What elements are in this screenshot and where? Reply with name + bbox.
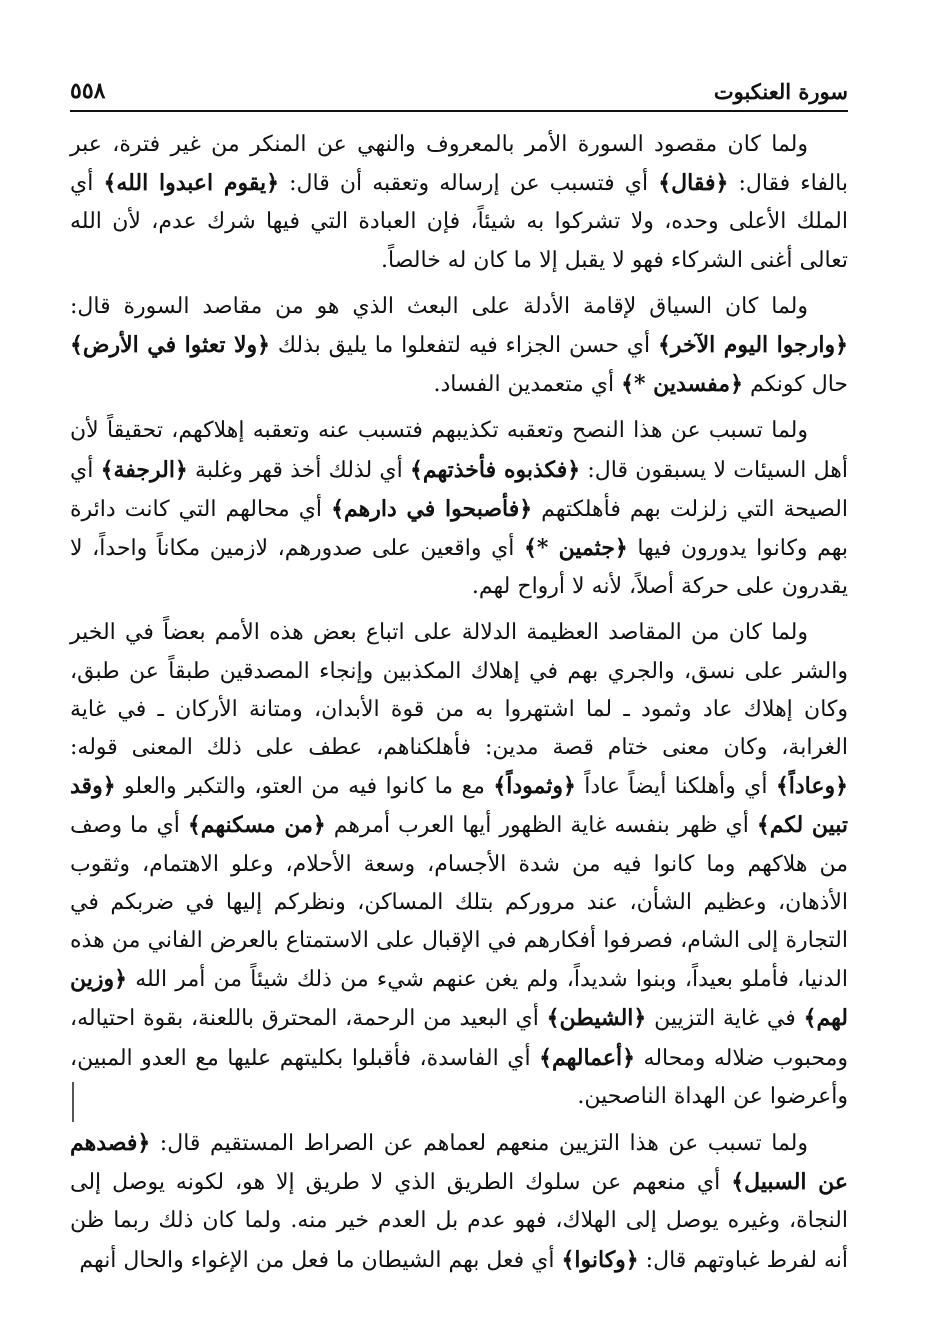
paragraph-text: أي الصيحة التي زلزلت بهم فأهلكتهم [70,457,848,522]
paragraph-text: حال كونكم [742,372,848,398]
quran-quote: ﴿وقد تبين لكم﴾ [70,773,848,839]
header-divider [70,110,848,112]
quran-quote: ﴿الرجفة﴾ [100,456,188,483]
body-text [70,126,848,1280]
quran-quote: ﴿ولا تعثوا في الأرض﴾ [70,332,271,359]
paragraph-text: أي ما وصف من هلاكهم وما كانوا فيه من شدة الأجسام، وسعة الأحلام، وعلو الاهتمام، وثقوب الأذهان، وعظيم الشأن، عند مروركم بتلك المساكن، ونظركم إليها في ضربكم في التجارة إلى الشام، فصرفوا أفكارهم في الإقبال على الاستمتاع بالعرض الفاني من هذه الدنيا، فأملو بعيداً، وبنوا شديداً، ولم يغن عنهم شيء من ذلك شيئاً من أمر الله [70,813,849,993]
quran-quote: ﴿جثمين *﴾ [523,535,628,562]
paragraph-text: أي فعل بهم الشيطان ما فعل من الإغواء والحال أنهم [79,1247,562,1273]
quran-quote: ﴿وزين لهم﴾ [70,966,848,1032]
margin-mark [72,1082,74,1122]
quran-quote: ﴿فكذبوه فأخذتهم﴾ [409,456,581,483]
paragraph-text: أي حسن الجزاء فيه لتفعلوا ما يليق بذلك [270,333,658,359]
paragraph-text: ولما تسبب عن هذا النصح وتعقبه تكذيبهم فتسبب عنه وتعقبه إهلاكهم، تحقيقاً لأن أهل السيئات لا يسبقون قال: [70,418,848,483]
paragraph [70,614,848,1116]
paragraph-text: ولما كان من المقاصد العظيمة الدلالة على اتباع بعض هذه الأمم بعضاً في الخير والشر على نسق، والجري بهم في إهلاك المكذبين وإنجاء المصدقين طبقاً عن طبق، وكان إهلاك عاد وثمود ـ لما اشتهروا به من قوة الأبدان، ومتانة الأركان ـ في غاية الغرابة، وكان معنى ختام قصة مدين: فأهلكناهم، عطف على ذلك المعنى قوله: [70,620,849,761]
quran-quote: ﴿وعاداً﴾ [775,773,848,800]
paragraph [70,1124,848,1280]
surah-title: سورة العنكبوت [713,79,848,104]
paragraph-text: أي لذلك أخذ قهر وغلبة [187,457,410,483]
quran-quote: ﴿من مسكنهم﴾ [187,812,326,839]
quran-quote: ﴿أعمالهم﴾ [539,1044,636,1071]
quran-quote: ﴿وثموداً﴾ [493,773,576,800]
paragraph-text: أي ظهر بنفسه غاية الظهور أيها العرب أمرهم [325,813,757,839]
quran-quote: ﴿فصدهم عن السبيل﴾ [70,1130,849,1196]
paragraph [70,412,848,606]
quran-quote: ﴿الشيطن﴾ [546,1005,647,1032]
quran-quote: ﴿فقال﴾ [658,170,729,197]
paragraph-text: في غاية التزيين [646,1006,804,1032]
paragraph-text: أي البعيد من الرحمة، المحترق باللعنة، بقوة احتياله، ومحبوب ضلاله ومحاله [70,1006,848,1071]
paragraph-text: أي الملك الأعلى وحده، ولا تشركوا به شيئاً، فإن العبادة التي فيها شرك عدم، لأن الله تعالى أغنى الشركاء فهو لا يقبل إلا ما كان له خالصاً. [70,171,848,273]
paragraph-text: أي متعمدين الفساد. [433,372,622,398]
paragraph-text: أي وأهلكنا أيضاً عاداً [575,774,776,800]
paragraph-text: أي فتسبب عن إرساله وتعقبه أن قال: [279,171,659,197]
paragraph-text: أي منعهم عن سلوك الطريق الذي لا طريق إلا هو، لكونه يوصل إلى النجاة، وغيره يوصل إلى الهلاك، فهو عدم بل العدم خير منه. ولما كان ذلك ربما ظن أنه لفرط غباوتهم قال: [70,1170,848,1273]
quran-quote: ﴿فأصبحوا في دارهم﴾ [331,495,533,522]
paragraph-text: ولما كان مقصود السورة الأمر بالمعروف والنهي عن المنكر من غير فترة، عبر بالفاء فقال: [70,132,849,197]
paragraph-text: أي محالهم التي كانت دائرة بهم وكانوا يدورون فيها [70,496,848,562]
quran-quote: ﴿وكانوا﴾ [561,1246,639,1273]
paragraph-text: ولما تسبب عن هذا التزيين منعهم لعماهم عن الصراط المستقيم قال: [150,1131,808,1157]
book-page [70,68,848,1330]
paragraph-text: أي الفاسدة، فأقبلوا بكليتهم عليها مع العدو المبين، وأعرضوا عن الهداة الناصحين. [70,1045,848,1109]
page-number: ٥٥٨ [70,78,106,104]
quran-quote: ﴿مفسدين *﴾ [621,371,743,398]
paragraph [70,126,848,280]
quran-quote: ﴿يقوم اعبدوا الله﴾ [103,170,280,197]
paragraph-text: أي واقعين على صدورهم، لازمين مكاناً واحداً، لا يقدرون على حركة أصلاً، لأنه لا أرواح لهم. [70,536,848,600]
quran-quote: ﴿وارجوا اليوم الآخر﴾ [657,332,848,359]
paragraph [70,288,848,405]
running-header [70,68,848,104]
paragraph-text: ولما كان السياق لإقامة الأدلة على البعث الذي هو من مقاصد السورة قال: [70,293,808,319]
paragraph-text: مع ما كانوا فيه من العتو، والتكبر والعلو [115,774,494,800]
